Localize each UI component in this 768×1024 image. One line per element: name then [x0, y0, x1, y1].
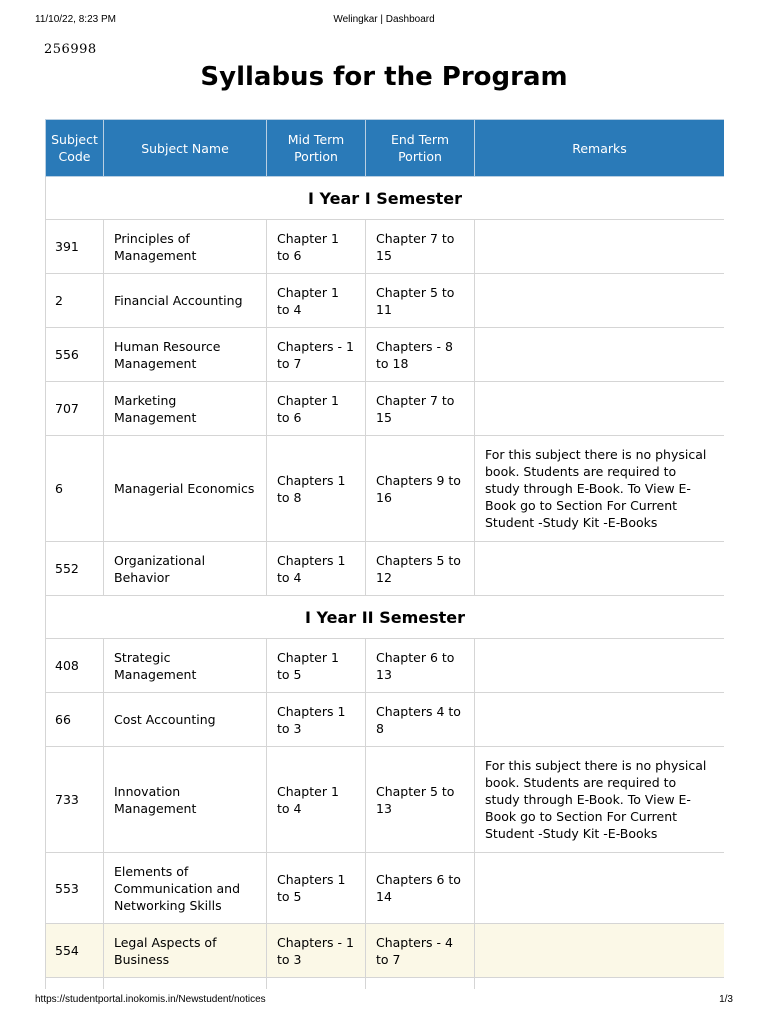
- subject-name: Legal Aspects of Business: [104, 924, 267, 978]
- page-title: Syllabus for the Program: [200, 62, 568, 92]
- end-term-portion: Chapter 5 to 11: [366, 274, 475, 328]
- subject-code: 6: [46, 436, 104, 542]
- subject-code: 733: [46, 747, 104, 853]
- subject-code: 66: [46, 693, 104, 747]
- table-row: [46, 747, 725, 853]
- print-datetime: 11/10/22, 8:23 PM: [35, 14, 116, 25]
- mid-term-portion: Chapters 1 to 4: [267, 542, 366, 596]
- page-url: https://studentportal.inokomis.in/Newstudent/notices: [35, 994, 266, 1005]
- end-term-portion: Chapters 5 to 12: [366, 542, 475, 596]
- table-row: [46, 274, 725, 328]
- table-row: [46, 382, 725, 436]
- semester-title: I Year I Semester: [46, 177, 725, 220]
- mid-term-portion: Chapter 1 to 5: [267, 639, 366, 693]
- header-end-term-portion: End Term Portion: [366, 120, 475, 177]
- subject-code: 553: [46, 853, 104, 924]
- mid-term-portion: Chapter 1 to 4: [267, 747, 366, 853]
- mid-term-portion: Chapters 1 to 3: [267, 693, 366, 747]
- subject-name: Principles of Management: [104, 220, 267, 274]
- subject-code: 556: [46, 328, 104, 382]
- remarks: [475, 542, 725, 596]
- table-row: [46, 220, 725, 274]
- empty-cell: [475, 978, 725, 990]
- end-term-portion: Chapters 6 to 14: [366, 853, 475, 924]
- mid-term-portion: Chapters 1 to 5: [267, 853, 366, 924]
- print-page-title: Welingkar | Dashboard: [333, 14, 435, 25]
- semester-row: [46, 177, 725, 220]
- subject-code: 552: [46, 542, 104, 596]
- print-header: [35, 14, 733, 30]
- table-row: [46, 436, 725, 542]
- table-header-row: [46, 120, 725, 177]
- end-term-portion: Chapters - 8 to 18: [366, 328, 475, 382]
- subject-code: 707: [46, 382, 104, 436]
- subject-name: Cost Accounting: [104, 693, 267, 747]
- mid-term-portion: Chapter 1 to 4: [267, 274, 366, 328]
- header-subject-name: Subject Name: [104, 120, 267, 177]
- remarks: [475, 639, 725, 693]
- subject-code: 408: [46, 639, 104, 693]
- mid-term-portion: Chapter 1 to 6: [267, 382, 366, 436]
- end-term-portion: Chapter 5 to 13: [366, 747, 475, 853]
- subject-name: Financial Accounting: [104, 274, 267, 328]
- syllabus-table: [45, 119, 724, 989]
- empty-cell: [104, 978, 267, 990]
- table-row: [46, 542, 725, 596]
- remarks: [475, 853, 725, 924]
- table-row: [46, 924, 725, 978]
- subject-name: Human Resource Management: [104, 328, 267, 382]
- table-row: [46, 639, 725, 693]
- remarks: [475, 693, 725, 747]
- end-term-portion: Chapter 7 to 15: [366, 382, 475, 436]
- subject-name: Strategic Management: [104, 639, 267, 693]
- semester-row: [46, 596, 725, 639]
- document-id: 256998: [44, 42, 97, 57]
- end-term-portion: Chapters 9 to 16: [366, 436, 475, 542]
- end-term-portion: Chapters 4 to 8: [366, 693, 475, 747]
- empty-cell: [366, 978, 475, 990]
- print-footer: [35, 994, 733, 1008]
- semester-title: I Year II Semester: [46, 596, 725, 639]
- subject-name: Organizational Behavior: [104, 542, 267, 596]
- mid-term-portion: Chapters - 1 to 3: [267, 924, 366, 978]
- remarks: [475, 328, 725, 382]
- remarks: For this subject there is no physical book. Students are required to study through E-Book. To View E-Book go to Section For Current Student -Study Kit -E-Books: [475, 436, 725, 542]
- mid-term-portion: Chapters - 1 to 7: [267, 328, 366, 382]
- table-row: [46, 693, 725, 747]
- end-term-portion: Chapter 7 to 15: [366, 220, 475, 274]
- subject-name: Managerial Economics: [104, 436, 267, 542]
- subject-code: 391: [46, 220, 104, 274]
- empty-cell: [46, 978, 104, 990]
- mid-term-portion: Chapters 1 to 8: [267, 436, 366, 542]
- table-row: [46, 328, 725, 382]
- header-mid-term-portion: Mid Term Portion: [267, 120, 366, 177]
- subject-name: Elements of Communication and Networking Skills: [104, 853, 267, 924]
- remarks: For this subject there is no physical book. Students are required to study through E-Book. To View E-Book go to Section For Current Student -Study Kit -E-Books: [475, 747, 725, 853]
- header-subject-code: Subject Code: [46, 120, 104, 177]
- end-term-portion: Chapters - 4 to 7: [366, 924, 475, 978]
- remarks: [475, 220, 725, 274]
- header-remarks: Remarks: [475, 120, 725, 177]
- subject-name: Marketing Management: [104, 382, 267, 436]
- page-number: 1/3: [719, 994, 733, 1005]
- table-row: [46, 853, 725, 924]
- subject-code: 554: [46, 924, 104, 978]
- end-term-portion: Chapter 6 to 13: [366, 639, 475, 693]
- table-row-continued: [46, 978, 725, 990]
- mid-term-portion: Chapter 1 to 6: [267, 220, 366, 274]
- subject-name: Innovation Management: [104, 747, 267, 853]
- remarks: [475, 382, 725, 436]
- empty-cell: [267, 978, 366, 990]
- remarks: [475, 274, 725, 328]
- remarks: [475, 924, 725, 978]
- syllabus-table-container: [45, 119, 724, 989]
- subject-code: 2: [46, 274, 104, 328]
